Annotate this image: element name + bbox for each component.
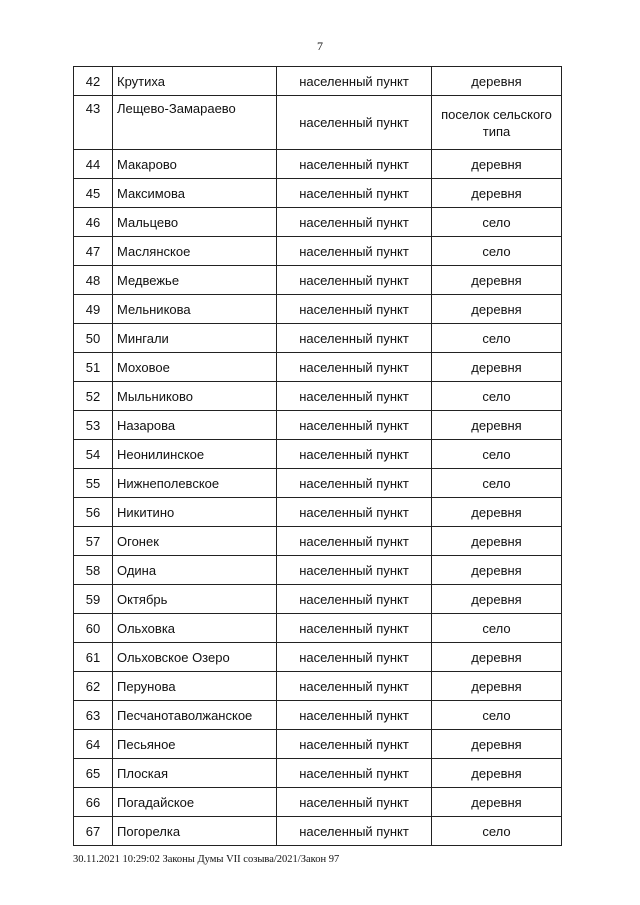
settlement-type: поселок сельского типа <box>432 96 562 150</box>
row-number: 59 <box>74 585 113 614</box>
settlement-name: Мингали <box>113 324 277 353</box>
settlement-kind: населенный пункт <box>277 643 432 672</box>
settlement-kind: населенный пункт <box>277 179 432 208</box>
table-row <box>74 730 562 759</box>
table-row <box>74 614 562 643</box>
table-row <box>74 150 562 179</box>
table-row <box>74 440 562 469</box>
table-row <box>74 556 562 585</box>
settlement-name: Одина <box>113 556 277 585</box>
table-row <box>74 527 562 556</box>
table-row <box>74 353 562 382</box>
row-number: 65 <box>74 759 113 788</box>
settlement-kind: населенный пункт <box>277 556 432 585</box>
settlement-type: село <box>432 614 562 643</box>
settlement-kind: населенный пункт <box>277 150 432 179</box>
settlement-type: деревня <box>432 67 562 96</box>
settlement-kind: населенный пункт <box>277 701 432 730</box>
settlement-name: Погорелка <box>113 817 277 846</box>
row-number: 47 <box>74 237 113 266</box>
settlement-name: Ольховское Озеро <box>113 643 277 672</box>
settlement-name: Максимова <box>113 179 277 208</box>
row-number: 42 <box>74 67 113 96</box>
settlement-name: Мыльниково <box>113 382 277 411</box>
row-number: 55 <box>74 469 113 498</box>
row-number: 50 <box>74 324 113 353</box>
settlement-type: деревня <box>432 585 562 614</box>
row-number: 61 <box>74 643 113 672</box>
settlement-kind: населенный пункт <box>277 469 432 498</box>
table-row <box>74 382 562 411</box>
settlement-kind: населенный пункт <box>277 353 432 382</box>
table-row <box>74 411 562 440</box>
settlement-type: деревня <box>432 527 562 556</box>
settlement-type: деревня <box>432 179 562 208</box>
settlement-type: деревня <box>432 266 562 295</box>
settlement-type: деревня <box>432 353 562 382</box>
table-row <box>74 498 562 527</box>
settlement-type: деревня <box>432 295 562 324</box>
table-row <box>74 179 562 208</box>
settlement-kind: населенный пункт <box>277 67 432 96</box>
row-number: 57 <box>74 527 113 556</box>
settlement-name: Нижнеполевское <box>113 469 277 498</box>
settlement-kind: населенный пункт <box>277 208 432 237</box>
table-row <box>74 324 562 353</box>
settlement-name: Песчанотаволжанское <box>113 701 277 730</box>
table-row <box>74 788 562 817</box>
settlement-type: деревня <box>432 672 562 701</box>
row-number: 60 <box>74 614 113 643</box>
settlement-kind: населенный пункт <box>277 295 432 324</box>
table-row <box>74 96 562 150</box>
settlement-type: село <box>432 440 562 469</box>
settlement-kind: населенный пункт <box>277 411 432 440</box>
settlement-name: Погадайское <box>113 788 277 817</box>
row-number: 58 <box>74 556 113 585</box>
settlement-type: деревня <box>432 556 562 585</box>
settlement-type: село <box>432 817 562 846</box>
settlement-type: деревня <box>432 411 562 440</box>
document-footer: 30.11.2021 10:29:02 Законы Думы VII созыва/2021/Закон 97 <box>73 854 340 865</box>
settlement-type: село <box>432 382 562 411</box>
settlement-name: Мальцево <box>113 208 277 237</box>
row-number: 67 <box>74 817 113 846</box>
row-number: 49 <box>74 295 113 324</box>
settlement-name: Плоская <box>113 759 277 788</box>
table-row <box>74 643 562 672</box>
settlement-type: село <box>432 208 562 237</box>
settlement-kind: населенный пункт <box>277 324 432 353</box>
settlement-kind: населенный пункт <box>277 817 432 846</box>
settlement-kind: населенный пункт <box>277 759 432 788</box>
settlement-type: село <box>432 237 562 266</box>
settlement-type: деревня <box>432 730 562 759</box>
settlement-name: Макарово <box>113 150 277 179</box>
settlement-table <box>73 66 562 846</box>
row-number: 56 <box>74 498 113 527</box>
table-row <box>74 585 562 614</box>
table-row <box>74 237 562 266</box>
table-row <box>74 701 562 730</box>
settlement-kind: населенный пункт <box>277 788 432 817</box>
settlement-kind: населенный пункт <box>277 527 432 556</box>
table-row <box>74 817 562 846</box>
settlement-kind: населенный пункт <box>277 382 432 411</box>
settlement-name: Ольховка <box>113 614 277 643</box>
row-number: 44 <box>74 150 113 179</box>
settlement-name: Огонек <box>113 527 277 556</box>
row-number: 45 <box>74 179 113 208</box>
settlement-kind: населенный пункт <box>277 237 432 266</box>
row-number: 62 <box>74 672 113 701</box>
settlement-name: Маслянское <box>113 237 277 266</box>
table-row <box>74 208 562 237</box>
settlement-type: деревня <box>432 498 562 527</box>
settlement-kind: населенный пункт <box>277 266 432 295</box>
settlement-name: Назарова <box>113 411 277 440</box>
settlement-type: деревня <box>432 759 562 788</box>
table-row <box>74 295 562 324</box>
row-number: 66 <box>74 788 113 817</box>
row-number: 43 <box>74 96 113 150</box>
settlement-kind: населенный пункт <box>277 672 432 701</box>
settlement-table-body <box>74 67 562 846</box>
settlement-name: Мельникова <box>113 295 277 324</box>
settlement-kind: населенный пункт <box>277 498 432 527</box>
row-number: 52 <box>74 382 113 411</box>
settlement-type: село <box>432 324 562 353</box>
settlement-name: Моховое <box>113 353 277 382</box>
row-number: 64 <box>74 730 113 759</box>
settlement-kind: населенный пункт <box>277 440 432 469</box>
table-row <box>74 759 562 788</box>
row-number: 46 <box>74 208 113 237</box>
page-number: 7 <box>317 39 323 53</box>
settlement-type: деревня <box>432 788 562 817</box>
settlement-type: село <box>432 701 562 730</box>
settlement-name: Октябрь <box>113 585 277 614</box>
table-row <box>74 672 562 701</box>
settlement-name: Песьяное <box>113 730 277 759</box>
settlement-kind: населенный пункт <box>277 614 432 643</box>
table-row <box>74 67 562 96</box>
settlement-kind: населенный пункт <box>277 730 432 759</box>
row-number: 54 <box>74 440 113 469</box>
row-number: 51 <box>74 353 113 382</box>
settlement-name: Неонилинское <box>113 440 277 469</box>
table-row <box>74 469 562 498</box>
settlement-name: Перунова <box>113 672 277 701</box>
row-number: 48 <box>74 266 113 295</box>
table-row <box>74 266 562 295</box>
settlement-type: село <box>432 469 562 498</box>
settlement-name: Лещево-Замараево <box>113 96 277 150</box>
settlement-type: деревня <box>432 643 562 672</box>
row-number: 63 <box>74 701 113 730</box>
settlement-name: Медвежье <box>113 266 277 295</box>
settlement-type: деревня <box>432 150 562 179</box>
settlement-name: Крутиха <box>113 67 277 96</box>
settlement-kind: населенный пункт <box>277 585 432 614</box>
settlement-name: Никитино <box>113 498 277 527</box>
row-number: 53 <box>74 411 113 440</box>
settlement-kind: населенный пункт <box>277 96 432 150</box>
